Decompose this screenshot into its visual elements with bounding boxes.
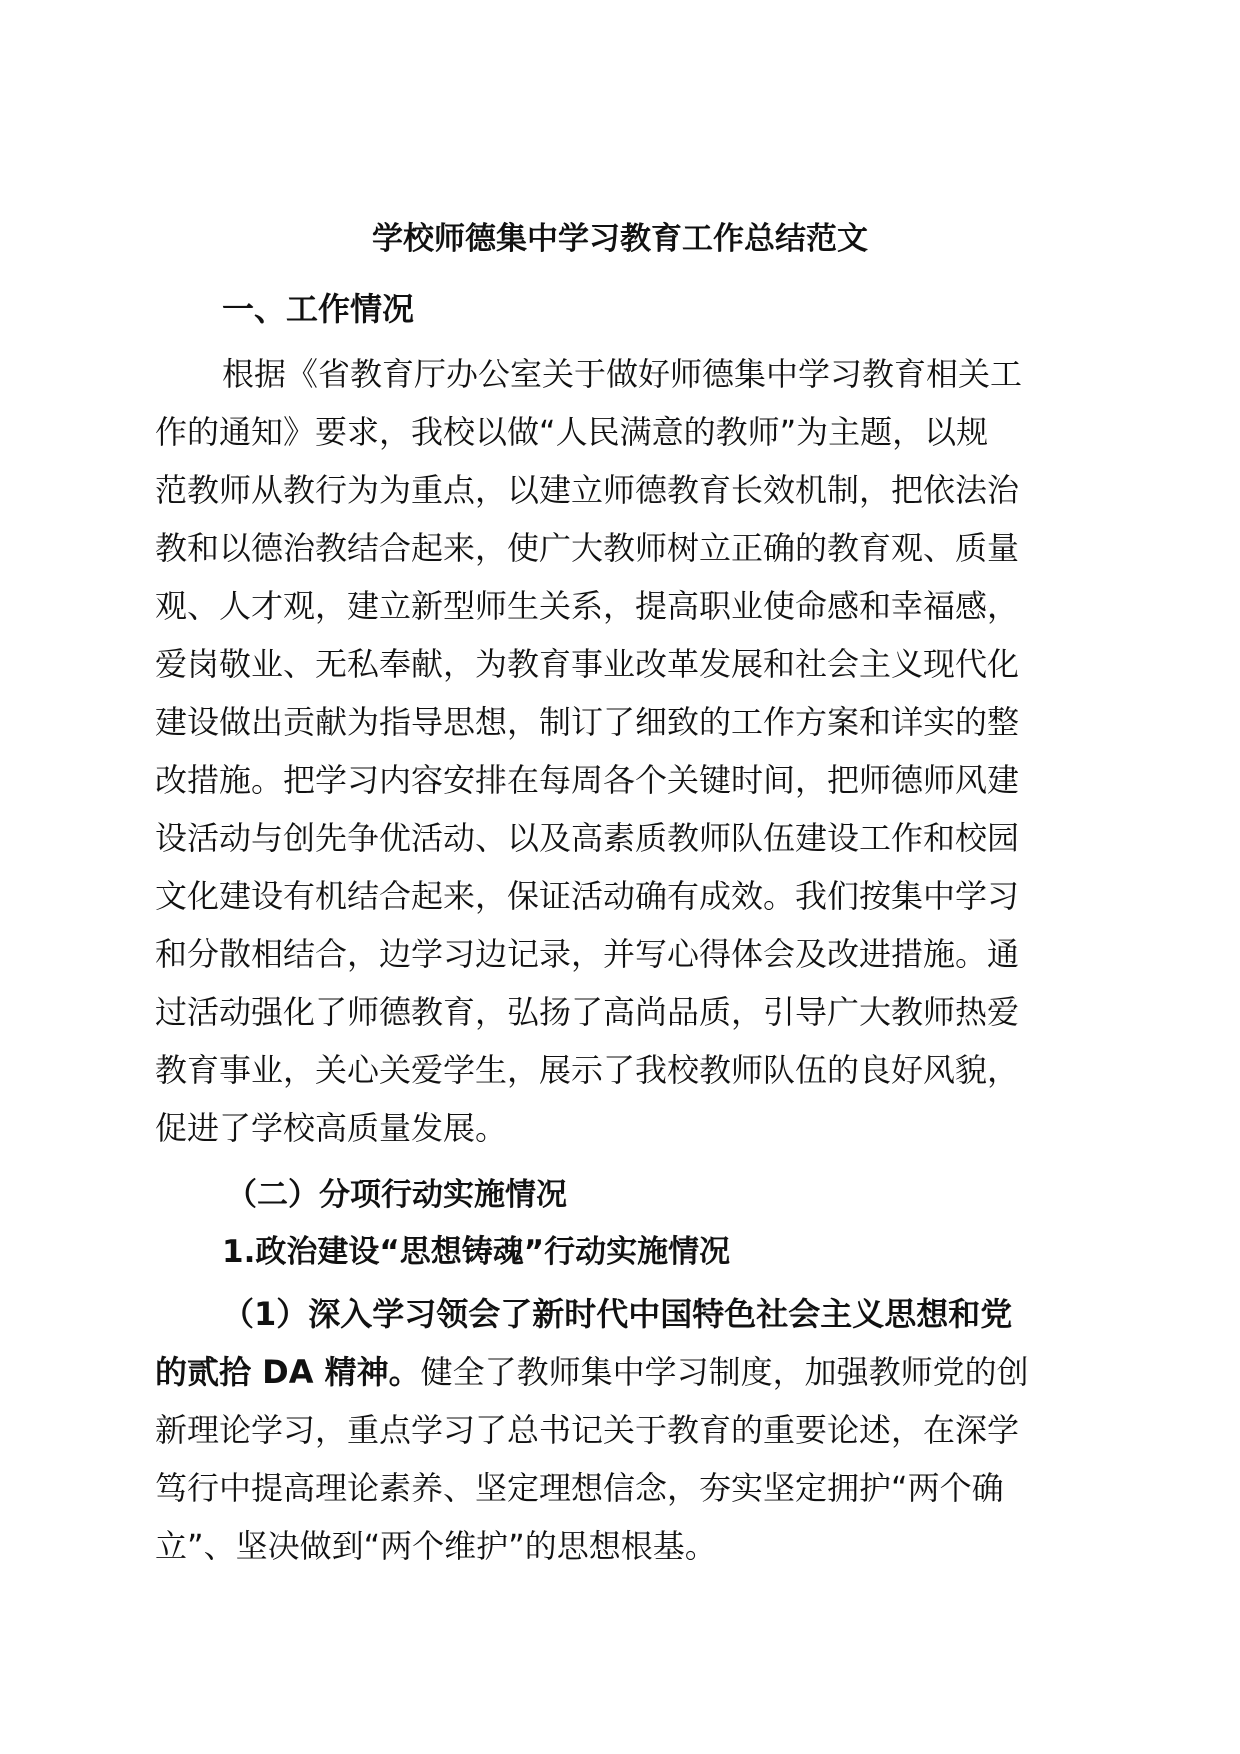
paragraph-line: 文化建设有机结合起来，保证活动确有成效。我们按集中学习 [155, 877, 1020, 915]
paragraph-line-rest: 健全了教师集中学习制度，加强教师党的创 [420, 1353, 1029, 1391]
paragraph-line: 和分散相结合，边学习边记录，并写心得体会及改进措施。通 [155, 935, 1020, 973]
section-heading: 一、工作情况 [222, 290, 415, 328]
paragraph-line: 过活动强化了师德教育，弘扬了高尚品质，引导广大教师热爱 [155, 993, 1020, 1031]
document-title: 学校师德集中学习教育工作总结范文 [372, 221, 868, 257]
paragraph-line: 根据《省教育厅办公室关于做好师德集中学习教育相关工 [222, 355, 1023, 393]
paragraph-bold-lead: （1）深入学习领会了新时代中国特色社会主义思想和党 [222, 1295, 1013, 1333]
paragraph-line: 改措施。把学习内容安排在每周各个关键时间，把师德师风建 [155, 761, 1020, 799]
paragraph-line: 促进了学校高质量发展。 [155, 1109, 508, 1147]
paragraph-bold-lead-end: 的贰拾 DA 精神。 [155, 1353, 421, 1391]
paragraph-line: 建设做出贡献为指导思想，制订了细致的工作方案和详实的整 [155, 703, 1020, 741]
paragraph-line: 爱岗敬业、无私奉献，为教育事业改革发展和社会主义现代化 [155, 645, 1020, 683]
paragraph-line: 立”、坚决做到“两个维护”的思想根基。 [155, 1527, 717, 1565]
paragraph-line: 作的通知》要求，我校以做“人民满意的教师”为主题，以规 [155, 413, 989, 451]
paragraph-line: 教育事业，关心关爱学生，展示了我校教师队伍的良好风貌， [155, 1051, 1020, 1089]
paragraph-line: 笃行中提高理论素养、坚定理想信念，夯实坚定拥护“两个确 [155, 1469, 1004, 1507]
paragraph-line: 教和以德治教结合起来，使广大教师树立正确的教育观、质量 [155, 529, 1020, 567]
subsection-heading: （二）分项行动实施情况 [226, 1177, 567, 1213]
paragraph-line: 范教师从教行为为重点，以建立师德教育长效机制，把依法治 [155, 471, 1020, 509]
paragraph-political-building [155, 1285, 1095, 1575]
paragraph-line: 新理论学习，重点学习了总书记关于教育的重要论述，在深学 [155, 1411, 1020, 1449]
paragraph-line: 设活动与创先争优活动、以及高素质教师队伍建设工作和校园 [155, 819, 1020, 857]
paragraph-work-situation [155, 345, 1095, 1157]
paragraph-line [155, 1343, 1095, 1401]
item-heading: 1.政治建设“思想铸魂”行动实施情况 [222, 1234, 731, 1270]
paragraph-line: 观、人才观，建立新型师生关系，提高职业使命感和幸福感， [155, 587, 1020, 625]
